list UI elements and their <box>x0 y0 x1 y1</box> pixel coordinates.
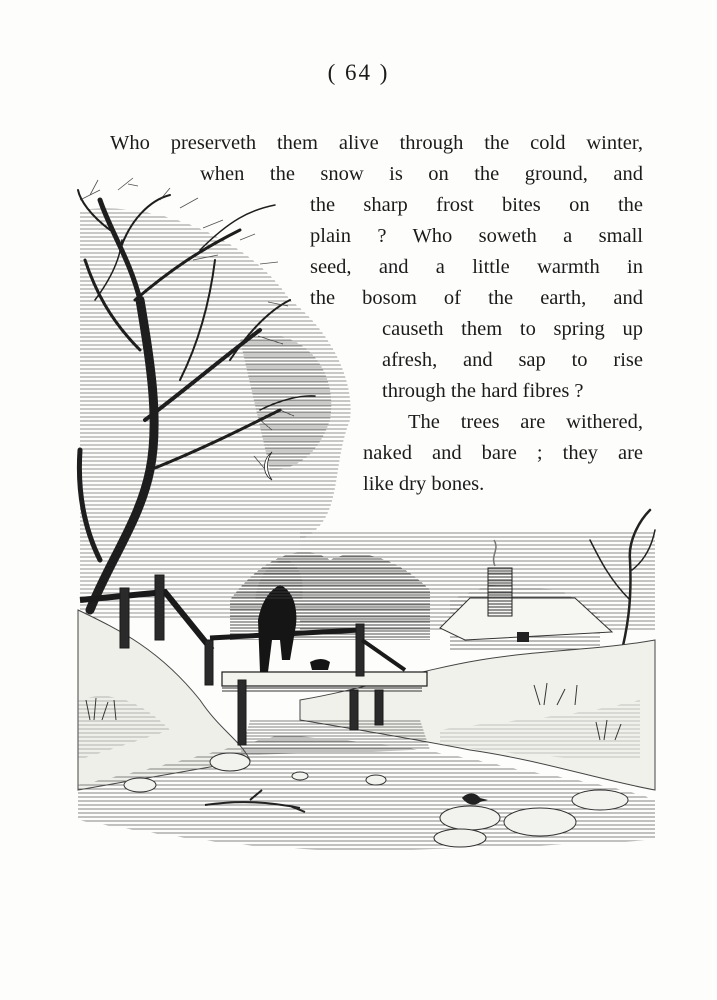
text-line: when the snow is on the ground, and <box>200 163 643 185</box>
text-line: the bosom of the earth, and <box>310 287 643 309</box>
text-line: the sharp frost bites on the <box>310 194 643 216</box>
text-line: seed, and a little warmth in <box>310 256 643 278</box>
text-line: naked and bare ; they are <box>363 442 643 464</box>
page-number: ( 64 ) <box>327 60 390 85</box>
text-line: through the hard fibres ? <box>382 380 584 402</box>
text-line: afresh, and sap to rise <box>382 349 643 371</box>
text-line: Who preserveth them alive through the cold winter, <box>110 132 643 154</box>
text-line: causeth them to spring up <box>382 318 643 340</box>
text-line: like dry bones. <box>363 473 485 495</box>
text-line: plain ? Who soweth a small <box>310 225 643 247</box>
text-line: The trees are withered, <box>408 411 643 433</box>
